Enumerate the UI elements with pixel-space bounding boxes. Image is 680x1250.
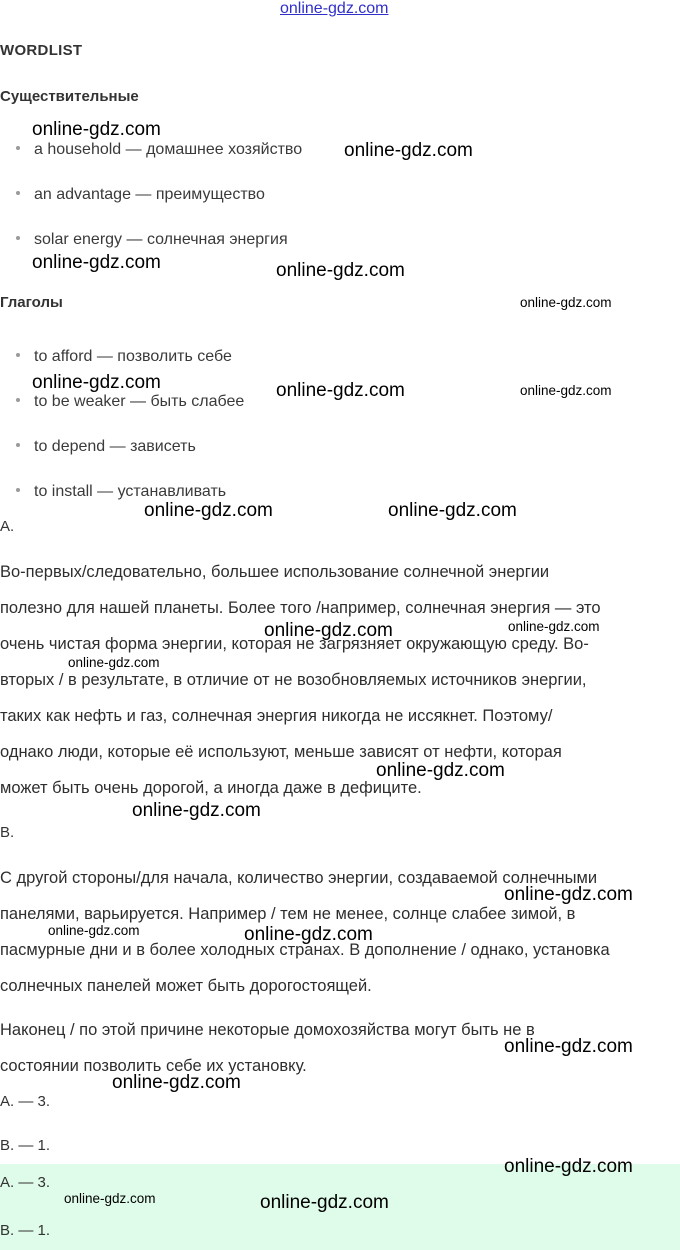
watermark: online-gdz.com (32, 372, 161, 393)
watermark: online-gdz.com (48, 923, 140, 938)
answer-line: B. — 1. (0, 1137, 51, 1154)
bullet-icon (16, 488, 20, 492)
verbs-heading: Глаголы (0, 294, 63, 311)
bullet-icon (16, 353, 20, 357)
bullet-icon (16, 191, 20, 195)
list-item: a household — домашнее хозяйство (16, 141, 302, 159)
list-item: to depend — зависеть (16, 438, 196, 456)
paragraph-line: вторых / в результате, в отличие от не возобновляемых источников энергии, (0, 671, 587, 689)
watermark: online-gdz.com (244, 924, 373, 945)
answer-line-highlighted: A. — 3. (0, 1174, 51, 1191)
paragraph-line: однако люди, которые её используют, меньше зависят от нефти, которая (0, 743, 562, 761)
watermark: online-gdz.com (344, 140, 473, 161)
paragraph-line: солнечных панелей может быть дорогостоящей. (0, 977, 372, 995)
section-label-a: A. (0, 518, 15, 535)
section-label-b: B. (0, 824, 15, 841)
watermark: online-gdz.com (276, 380, 405, 401)
watermark: online-gdz.com (260, 1192, 389, 1213)
paragraph-line: Наконец / по этой причине некоторые домохозяйства могут быть не в (0, 1021, 535, 1039)
watermark: online-gdz.com (144, 500, 273, 521)
paragraph-line: полезно для нашей планеты. Более того /например, солнечная энергия — это (0, 599, 601, 617)
bullet-icon (16, 236, 20, 240)
bullet-icon (16, 146, 20, 150)
watermark: online-gdz.com (112, 1072, 241, 1093)
answer-line-highlighted: B. — 1. (0, 1222, 51, 1239)
nouns-heading: Существительные (0, 88, 139, 105)
paragraph-line: очень чистая форма энергии, которая не загрязняет окружающую среду. Во- (0, 635, 589, 653)
list-item: to be weaker — быть слабее (16, 393, 244, 411)
watermark: online-gdz.com (64, 1191, 156, 1206)
watermark: online-gdz.com (504, 1156, 633, 1177)
watermark: online-gdz.com (388, 500, 517, 521)
paragraph-line: состоянии позволить себе их установку. (0, 1057, 307, 1075)
paragraph-line: панелями, варьируется. Например / тем не менее, солнце слабее зимой, в (0, 905, 576, 923)
watermark: online-gdz.com (504, 1036, 633, 1057)
watermark: online-gdz.com (376, 760, 505, 781)
watermark: online-gdz.com (264, 620, 393, 641)
watermark: online-gdz.com (504, 884, 633, 905)
answer-line: A. — 3. (0, 1093, 51, 1110)
watermark-link[interactable]: online-gdz.com (280, 0, 389, 17)
list-item: to install — устанавливать (16, 483, 226, 501)
paragraph-line: С другой стороны/для начала, количество энергии, создаваемой солнечными (0, 869, 598, 887)
watermark: online-gdz.com (276, 260, 405, 281)
list-item: to afford — позволить себе (16, 348, 232, 366)
watermark: online-gdz.com (32, 252, 161, 273)
watermark: online-gdz.com (32, 119, 161, 140)
bullet-icon (16, 398, 20, 402)
watermark: online-gdz.com (520, 383, 612, 398)
paragraph-line: пасмурные дни и в более холодных странах. В дополнение / однако, установка (0, 941, 610, 959)
bullet-icon (16, 443, 20, 447)
watermark: online-gdz.com (68, 655, 160, 670)
watermark: online-gdz.com (520, 295, 612, 310)
list-item: an advantage — преимущество (16, 186, 265, 204)
paragraph-line: может быть очень дорогой, а иногда даже в дефиците. (0, 779, 422, 797)
paragraph-line: таких как нефть и газ, солнечная энергия никогда не иссякнет. Поэтому/ (0, 707, 553, 725)
list-item: solar energy — солнечная энергия (16, 231, 288, 249)
wordlist-title: WORDLIST (0, 42, 83, 59)
watermark: online-gdz.com (508, 619, 600, 634)
watermark: online-gdz.com (132, 800, 261, 821)
paragraph-line: Во-первых/следовательно, большее использование солнечной энергии (0, 563, 550, 581)
